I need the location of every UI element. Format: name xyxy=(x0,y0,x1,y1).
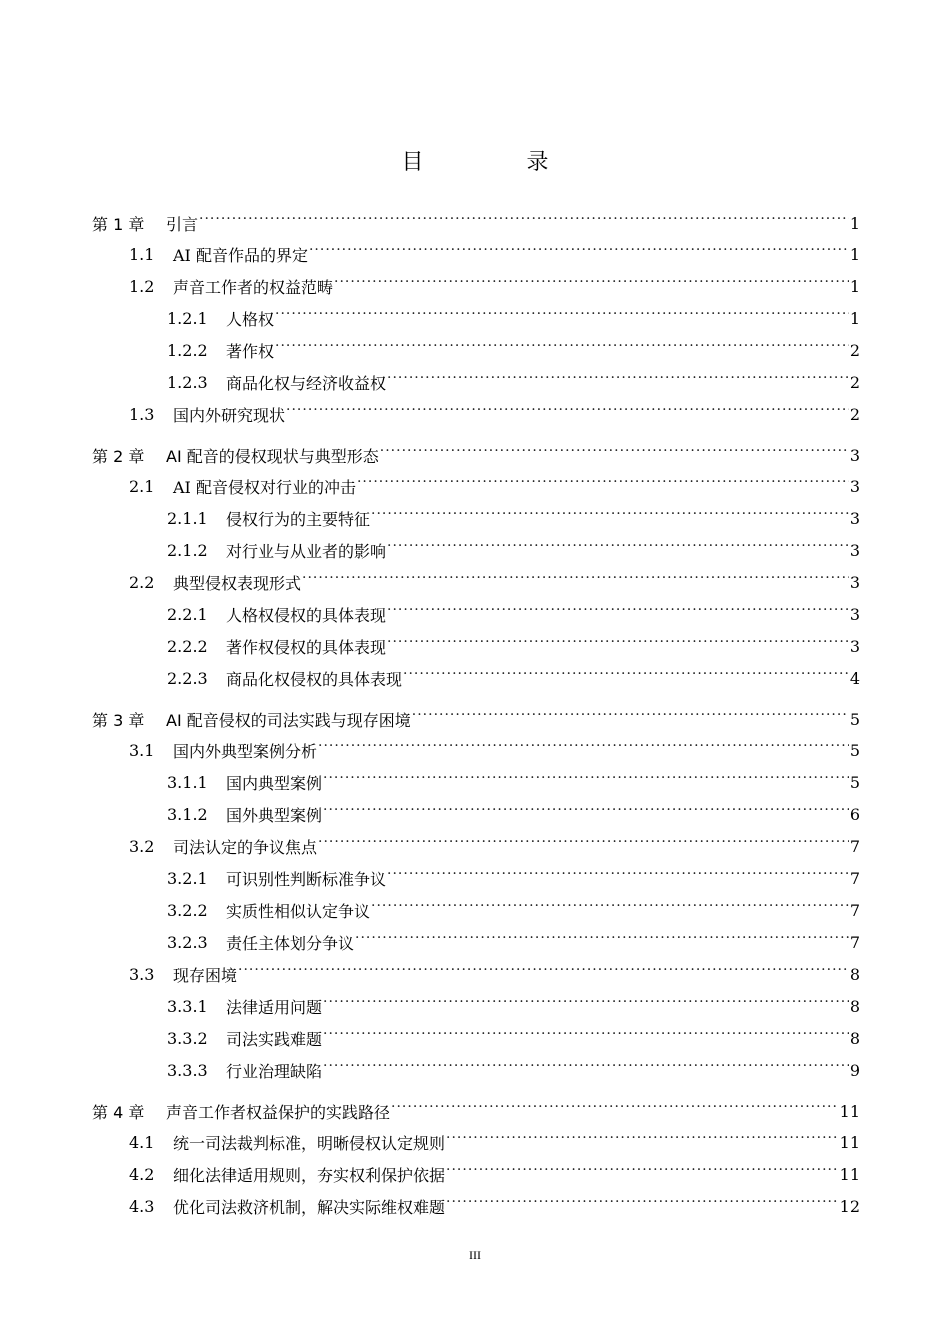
toc-dot-leader xyxy=(199,213,849,233)
toc-dot-leader xyxy=(387,636,849,656)
toc-entry-title: 优化司法救济机制，解决实际维权难题 xyxy=(173,1197,446,1217)
toc-dot-leader xyxy=(323,996,849,1016)
toc-entry-number: 3.3.2 xyxy=(167,1028,208,1048)
toc-entry-page-number: 8 xyxy=(849,1028,860,1048)
toc-dot-leader xyxy=(357,476,849,496)
toc-entry-title: AI 配音的侵权现状与典型形态 xyxy=(166,446,379,466)
toc-entry-number: 3.1.2 xyxy=(167,804,208,824)
toc-subsection-entry[interactable] xyxy=(92,926,860,958)
toc-dot-leader xyxy=(238,964,849,984)
toc-section-entry[interactable] xyxy=(92,1190,860,1222)
toc-dot-leader xyxy=(391,1101,839,1121)
toc-subsection-entry[interactable] xyxy=(92,1054,860,1086)
toc-subsection-entry[interactable] xyxy=(92,630,860,662)
toc-entry-page-number: 3 xyxy=(849,540,860,560)
toc-entry-page-number: 11 xyxy=(839,1132,860,1152)
toc-entry-page-number: 5 xyxy=(849,772,860,792)
toc-entry-title: 国内外研究现状 xyxy=(173,405,286,425)
toc-entry-title: 人格权 xyxy=(226,309,275,329)
toc-dot-leader xyxy=(318,740,849,760)
toc-entry-number: 3.2.2 xyxy=(167,900,208,920)
toc-section-entry[interactable] xyxy=(92,238,860,270)
toc-entry-page-number: 1 xyxy=(849,213,860,233)
toc-entry-number: 2.2 xyxy=(129,572,155,592)
toc-entry-number: 第 4 章 xyxy=(92,1102,145,1122)
toc-entry-page-number: 11 xyxy=(839,1101,860,1121)
toc-section-entry[interactable] xyxy=(92,734,860,766)
toc-entry-title: 国外典型案例 xyxy=(226,805,323,825)
toc-entry-number: 2.2.1 xyxy=(167,604,208,624)
toc-entry-page-number: 5 xyxy=(849,740,860,760)
toc-entry-number: 3.2.1 xyxy=(167,868,208,888)
toc-entry-number: 1.2.2 xyxy=(167,340,208,360)
toc-entry-page-number: 5 xyxy=(849,709,860,729)
toc-dot-leader xyxy=(302,572,849,592)
toc-entry-number: 3.3.3 xyxy=(167,1060,208,1080)
toc-dot-leader xyxy=(380,445,849,465)
toc-dot-leader xyxy=(334,276,849,296)
toc-entry-number: 1.3 xyxy=(129,404,155,424)
toc-dot-leader xyxy=(446,1132,839,1152)
toc-entry-title: 司法认定的争议焦点 xyxy=(173,837,318,857)
toc-entry-number: 1.2.3 xyxy=(167,372,208,392)
toc-entry-title: 责任主体划分争议 xyxy=(226,933,355,953)
toc-entry-number: 4.2 xyxy=(129,1164,155,1184)
toc-subsection-entry[interactable] xyxy=(92,534,860,566)
toc-entry-title: 商品化权与经济收益权 xyxy=(226,373,387,393)
toc-entry-number: 2.2.3 xyxy=(167,668,208,688)
toc-entry-page-number: 4 xyxy=(849,668,860,688)
toc-chapter-entry[interactable] xyxy=(92,440,860,470)
toc-subsection-entry[interactable] xyxy=(92,990,860,1022)
toc-entry-number: 1.2.1 xyxy=(167,308,208,328)
toc-dot-leader xyxy=(371,900,849,920)
toc-entry-title: 人格权侵权的具体表现 xyxy=(226,605,387,625)
toc-dot-leader xyxy=(412,709,849,729)
toc-entry-title: 声音工作者的权益范畴 xyxy=(173,277,334,297)
toc-entry-page-number: 3 xyxy=(849,445,860,465)
toc-section-entry[interactable] xyxy=(92,830,860,862)
toc-section-entry[interactable] xyxy=(92,270,860,302)
toc-entry-page-number: 7 xyxy=(849,932,860,952)
toc-entry-page-number: 7 xyxy=(849,836,860,856)
toc-entry-title: AI 配音侵权的司法实践与现存困境 xyxy=(166,710,411,730)
toc-section-entry[interactable] xyxy=(92,566,860,598)
toc-entry-title: 法律适用问题 xyxy=(226,997,323,1017)
toc-entry-number: 3.2 xyxy=(129,836,155,856)
toc-entry-page-number: 2 xyxy=(849,340,860,360)
toc-entry-title: 可识别性判断标准争议 xyxy=(226,869,387,889)
toc-subsection-entry[interactable] xyxy=(92,662,860,694)
toc-entry-title: 著作权侵权的具体表现 xyxy=(226,637,387,657)
toc-subsection-entry[interactable] xyxy=(92,502,860,534)
toc-entry-title: 商品化权侵权的具体表现 xyxy=(226,669,403,689)
toc-section-entry[interactable] xyxy=(92,1126,860,1158)
toc-entry-page-number: 3 xyxy=(849,636,860,656)
toc-entry-title: 实质性相似认定争议 xyxy=(226,901,371,921)
toc-subsection-entry[interactable] xyxy=(92,798,860,830)
toc-entry-title: AI 配音作品的界定 xyxy=(173,245,308,265)
toc-entry-number: 3.2.3 xyxy=(167,932,208,952)
toc-entry-number: 第 3 章 xyxy=(92,710,145,730)
toc-section-entry[interactable] xyxy=(92,958,860,990)
toc-subsection-entry[interactable] xyxy=(92,766,860,798)
toc-section-entry[interactable] xyxy=(92,470,860,502)
toc-section-entry[interactable] xyxy=(92,1158,860,1190)
toc-entry-title: AI 配音侵权对行业的冲击 xyxy=(173,477,356,497)
toc-dot-leader xyxy=(387,868,849,888)
toc-entry-page-number: 12 xyxy=(839,1196,860,1216)
toc-subsection-entry[interactable] xyxy=(92,334,860,366)
toc-dot-leader xyxy=(446,1196,839,1216)
page-footer-number: III xyxy=(469,1248,481,1262)
toc-entry-page-number: 6 xyxy=(849,804,860,824)
toc-entry-page-number: 11 xyxy=(839,1164,860,1184)
toc-subsection-entry[interactable] xyxy=(92,598,860,630)
toc-chapter-entry[interactable] xyxy=(92,704,860,734)
toc-entry-number: 3.1.1 xyxy=(167,772,208,792)
toc-dot-leader xyxy=(371,508,849,528)
toc-section-entry[interactable] xyxy=(92,398,860,430)
toc-entry-title: 统一司法裁判标准，明晰侵权认定规则 xyxy=(173,1133,446,1153)
toc-entry-title: 行业治理缺陷 xyxy=(226,1061,323,1081)
toc-dot-leader xyxy=(323,772,849,792)
toc-dot-leader xyxy=(387,540,849,560)
toc-entry-title: 著作权 xyxy=(226,341,275,361)
toc-entry-number: 第 1 章 xyxy=(92,214,145,234)
toc-subsection-entry[interactable] xyxy=(92,302,860,334)
toc-entry-number: 1.2 xyxy=(129,276,155,296)
toc-dot-leader xyxy=(275,340,849,360)
toc-entry-number: 3.1 xyxy=(129,740,155,760)
toc-entry-number: 3.3.1 xyxy=(167,996,208,1016)
toc-dot-leader xyxy=(318,836,849,856)
toc-chapter-entry[interactable] xyxy=(92,208,860,238)
toc-entry-number: 2.2.2 xyxy=(167,636,208,656)
toc-dot-leader xyxy=(323,804,849,824)
toc-entry-title: 国内外典型案例分析 xyxy=(173,741,318,761)
toc-entry-page-number: 1 xyxy=(849,308,860,328)
toc-entry-number: 2.1.2 xyxy=(167,540,208,560)
toc-subsection-entry[interactable] xyxy=(92,894,860,926)
toc-dot-leader xyxy=(403,668,849,688)
toc-dot-leader xyxy=(323,1060,849,1080)
toc-entry-title: 细化法律适用规则，夯实权利保护依据 xyxy=(173,1165,446,1185)
toc-entry-page-number: 9 xyxy=(849,1060,860,1080)
toc-entry-number: 4.1 xyxy=(129,1132,155,1152)
toc-title: 目 录 xyxy=(401,150,597,175)
toc-dot-leader xyxy=(286,404,849,424)
toc-entry-title: 引言 xyxy=(166,214,199,234)
toc-entry-title: 现存困境 xyxy=(173,965,238,985)
toc-entry-title: 声音工作者权益保护的实践路径 xyxy=(166,1102,391,1122)
toc-subsection-entry[interactable] xyxy=(92,1022,860,1054)
toc-entry-title: 国内典型案例 xyxy=(226,773,323,793)
toc-entry-number: 3.3 xyxy=(129,964,155,984)
toc-entry-number: 第 2 章 xyxy=(92,446,145,466)
toc-dot-leader xyxy=(275,308,849,328)
toc-entry-page-number: 8 xyxy=(849,996,860,1016)
toc-entry-page-number: 3 xyxy=(849,508,860,528)
toc-entry-page-number: 3 xyxy=(849,604,860,624)
toc-dot-leader xyxy=(387,372,849,392)
toc-entry-number: 1.1 xyxy=(129,244,155,264)
toc-entry-page-number: 8 xyxy=(849,964,860,984)
toc-entry-page-number: 7 xyxy=(849,900,860,920)
toc-entry-page-number: 2 xyxy=(849,404,860,424)
toc-entry-page-number: 1 xyxy=(849,276,860,296)
toc-entry-number: 2.1.1 xyxy=(167,508,208,528)
toc-dot-leader xyxy=(355,932,849,952)
toc-chapter-entry[interactable] xyxy=(92,1096,860,1126)
toc-dot-leader xyxy=(387,604,849,624)
toc-subsection-entry[interactable] xyxy=(92,366,860,398)
toc-entry-number: 2.1 xyxy=(129,476,155,496)
toc-entry-title: 对行业与从业者的影响 xyxy=(226,541,387,561)
toc-subsection-entry[interactable] xyxy=(92,862,860,894)
toc-entry-page-number: 1 xyxy=(849,244,860,264)
toc-entry-title: 侵权行为的主要特征 xyxy=(226,509,371,529)
toc-entry-page-number: 3 xyxy=(849,572,860,592)
toc-dot-leader xyxy=(323,1028,849,1048)
toc-dot-leader xyxy=(309,244,849,264)
table-of-contents xyxy=(92,208,860,1222)
toc-entry-title: 司法实践难题 xyxy=(226,1029,323,1049)
toc-dot-leader xyxy=(446,1164,839,1184)
toc-entry-title: 典型侵权表现形式 xyxy=(173,573,302,593)
toc-entry-page-number: 2 xyxy=(849,372,860,392)
toc-entry-number: 4.3 xyxy=(129,1196,155,1216)
toc-entry-page-number: 7 xyxy=(849,868,860,888)
toc-entry-page-number: 3 xyxy=(849,476,860,496)
